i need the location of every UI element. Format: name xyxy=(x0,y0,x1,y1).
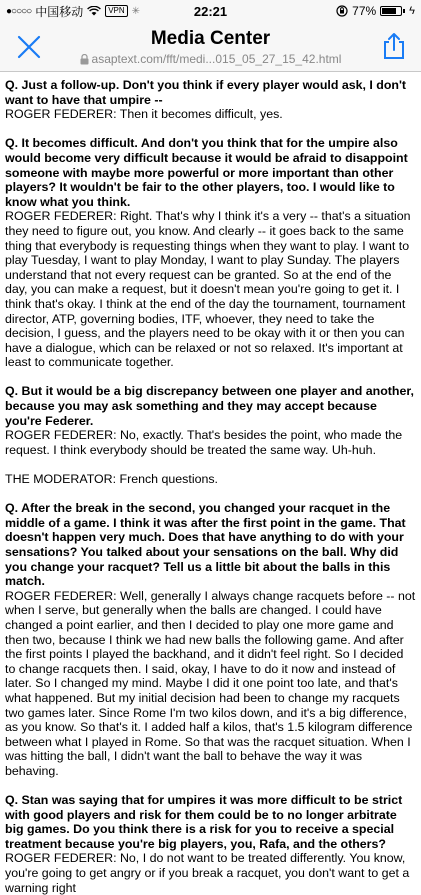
transcript-entry xyxy=(5,136,416,370)
answer-text: ROGER FEDERER: Well, generally I always change racquets before -- not when I serve, but generally when the balls are changed. I could have changed a point earlier, and then I decided to play one more game and then two, because I think we had new balls the following game. And after the first points I played the backhand, and it didn't feel right. So I decided to change racquets then. I said, okay, I have to do it now and instead of later. So I changed my mind. Maybe I did it one point too late, and that's what happened. But my initial decision had been to change my racquets two games later. Since Rome I'm two kilos down, and it's a big difference, as you know. So that's it. I added half a kilos, that's 1.5 kilogram difference between what I played in Rome. So that was the racquet situation. When I was hitting the ball, I didn't want the ball to behave the way it was behaving. xyxy=(5,588,416,778)
question-text: Q. Just a follow-up. Don't you think if every player would ask, I don't want to have that umpire -- xyxy=(5,78,407,107)
url-bar[interactable] xyxy=(0,52,421,66)
answer-text: ROGER FEDERER: Right. That's why I think it's a very -- that's a situation they need to figure out, you know. And clearly -- it goes back to the same thing that everybody is requesting things when they want to play. I want to play Tuesday, I want to play Monday, I want to play Sunday. The players understand that not every request can be granted. So at the end of the day, you can make a request, but it doesn't mean you're going to get it. I think that's okay. I think at the end of the day the tournament, tournament director, ATP, governing bodies, ITF, whoever, they need to take the decision, I guess, and the players need to be okay with it or then you can have a dialogue, which can be relaxed or not so relaxed. It's important at least to communicate together. xyxy=(5,209,411,370)
activity-spinner-icon: ✳ xyxy=(131,5,141,17)
question-text: Q. But it would be a big discrepancy between one player and another, because you may ask something and they may accept because you're Federer. xyxy=(5,384,414,428)
signal-strength-icon: ●○○○○ xyxy=(6,5,32,17)
moderator-entry xyxy=(5,472,416,487)
url-text: asaptext.com/fft/medi...015_05_27_15_42.html xyxy=(91,52,342,66)
transcript-entry xyxy=(5,793,416,895)
status-time: 22:21 xyxy=(193,3,228,19)
status-left xyxy=(6,3,140,20)
question-text: Q. After the break in the second, you changed your racquet in the middle of a game. I think it was after the first point in the game. That doesn't happen very much. Does that have anything to do with your sensations? You talked about your sensations on the ball. Why did you change your racquet? Tell us a little bit about the balls in this match. xyxy=(5,501,406,589)
answer-text: ROGER FEDERER: No, exactly. That's besides the point, who made the request. I think everybody should be treated the same way. Uh-huh. xyxy=(5,428,403,457)
share-icon[interactable] xyxy=(381,32,407,60)
transcript-entry xyxy=(5,78,416,122)
battery-icon xyxy=(380,6,402,16)
battery-tip xyxy=(403,9,405,13)
answer-text: ROGER FEDERER: Then it becomes difficult, yes. xyxy=(5,107,283,122)
vpn-badge: VPN xyxy=(105,5,127,17)
charging-icon: ϟ xyxy=(409,5,415,17)
battery-level xyxy=(382,8,395,14)
navigation-bar xyxy=(0,22,421,72)
wifi-icon xyxy=(87,6,101,16)
question-text: Q. It becomes difficult. And don't you think that for the umpire also would become very difficult because it would be afraid to disappoint someone with maybe more powerful or more important than other players? It wouldn't be fair to the other players, too. I would like to know what you think. xyxy=(5,136,408,209)
status-right xyxy=(336,4,415,18)
transcript-content xyxy=(0,72,421,895)
moderator-text: THE MODERATOR: French questions. xyxy=(5,472,218,487)
lock-icon xyxy=(80,54,89,65)
status-bar xyxy=(0,0,421,22)
battery-percent: 77% xyxy=(352,4,377,18)
transcript-entry xyxy=(5,384,416,457)
question-text: Q. Stan was saying that for umpires it was more difficult to be strict with good players and risk for them could be to no longer arbitrate big games. Do you think there is a risk for you to receive a special treatment because you're big players, you, Rafa, and the others? xyxy=(5,793,403,851)
page-title: Media Center xyxy=(150,28,271,49)
transcript-entry xyxy=(5,501,416,778)
carrier-name: 中国移动 xyxy=(35,4,84,19)
answer-text: ROGER FEDERER: No, I do not want to be treated differently. You know, you're going to get angry or if you break a racquet, you don't want to get a warning right xyxy=(5,851,410,895)
rotation-lock-icon xyxy=(336,5,348,17)
